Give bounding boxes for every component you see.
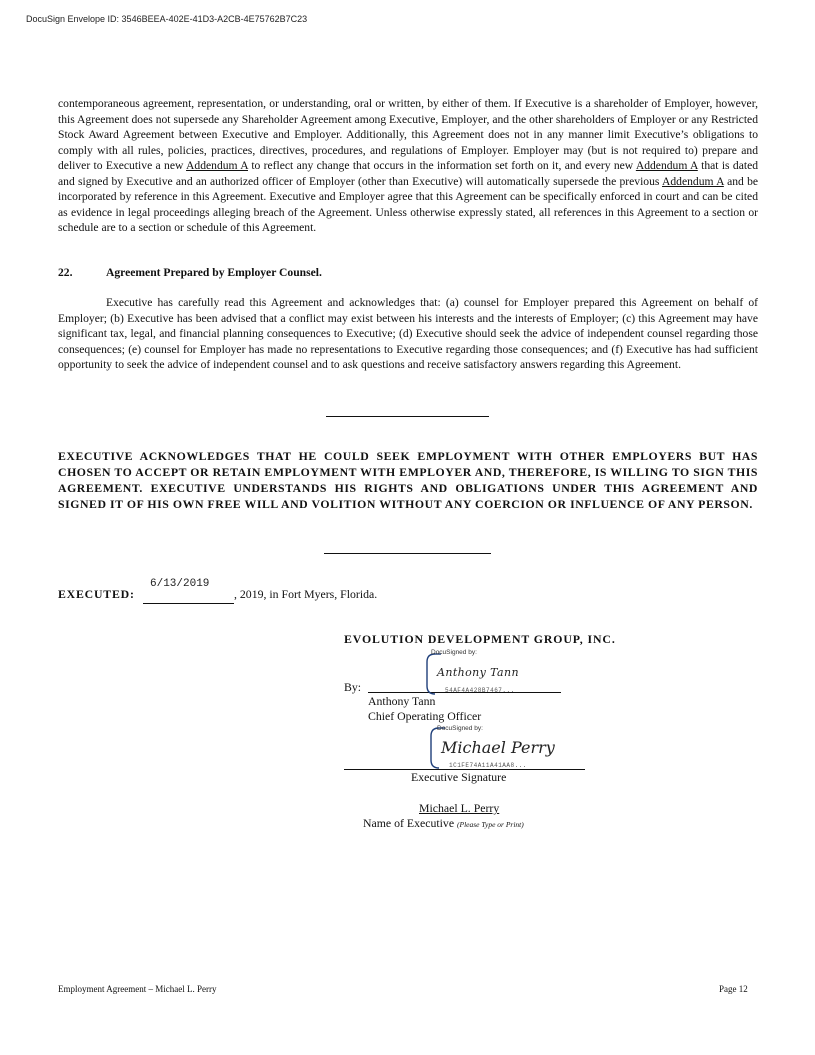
paragraph-text: and be incorporated by reference in this Agreement. Executive and Employer agree that this Agreement can be specifically enforced in court and can be cited as evidence in legal proceedings alleging breach of the Agreement. Unless otherwise expressly stated, all references in this Agreement to a section or schedule are to a section or schedule of this Agreement. <box>58 174 759 234</box>
paragraph-counsel: Executive has carefully read this Agreement and acknowledges that: (a) counsel for Employer prepared this Agreement on behalf of Employer; (b) Executive has been advised that a conflict may exist between his interests and the interests of Employer; (c) this Agreement may have significant tax, legal, and financial planning consequences to Executive; (d) Executive should seek the advice of independent counsel regarding those consequences; (e) counsel for Employer has made no representations to Executive regarding those consequences; and (f) Executive has had sufficient opportunity to seek the advice of independent counsel and to ask questions and receive satisfactory answers regarding this Agreement. <box>58 296 758 371</box>
divider-line <box>326 416 489 417</box>
officer-name: Anthony Tann <box>368 694 436 708</box>
acknowledgment-paragraph: EXECUTIVE ACKNOWLEDGES THAT HE COULD SEEK EMPLOYMENT WITH OTHER EMPLOYERS BUT HAS CHOSEN TO ACCEPT OR RETAIN EMPLOYMENT WITH EMPLOYER AND, THEREFORE, IS WILLING TO SIGN THIS AGREEMENT. EXECUTIVE UNDERSTANDS HIS RIGHTS AND OBLIGATIONS UNDER THIS AGREEMENT AND SIGNED IT OF HIS OWN FREE WILL AND VOLITION WITHOUT ANY COERCION OR INFLUENCE OF ANY PERSON. <box>58 449 758 511</box>
docusign-id: 1C1FE74A11A41AA8... <box>449 762 527 769</box>
paragraph-text: that is dated and signed by Executive and an authorized officer of Employer (other than Executive) will automatically supersede the previous <box>58 159 759 188</box>
date-line <box>143 603 234 604</box>
executive-signature: Michael Perry <box>441 738 555 757</box>
name-hint: (Please Type or Print) <box>457 820 524 829</box>
executive-signature-label: Executive Signature <box>411 770 507 784</box>
officer-title: Chief Operating Officer <box>368 709 482 723</box>
employer-docusign-signature <box>425 649 555 696</box>
addendum-reference: Addendum A <box>662 174 724 188</box>
company-name: EVOLUTION DEVELOPMENT GROUP, INC. <box>344 632 616 646</box>
executed-date: 6/13/2019 <box>150 578 210 590</box>
page-number: Page 12 <box>719 984 748 994</box>
addendum-reference: Addendum A <box>635 159 698 172</box>
docusign-caption: DocuSigned by: <box>431 649 477 656</box>
executive-name: Michael L. Perry <box>419 801 500 815</box>
paragraph-entire-agreement <box>58 96 758 236</box>
addendum-reference: Addendum A <box>186 159 248 172</box>
name-label-text: Name of Executive <box>363 816 458 830</box>
by-label: By: <box>344 680 362 694</box>
docusign-id: 54AF4A428B7467... <box>445 687 515 694</box>
paragraph-text: to reflect any change that occurs in the information set forth on it, and every new <box>247 159 636 172</box>
executive-name-label <box>363 816 524 831</box>
executive-docusign-signature <box>429 726 559 770</box>
executed-location: , 2019, in Fort Myers, Florida. <box>234 587 378 601</box>
docusign-caption: DocuSigned by: <box>437 725 483 732</box>
paragraph-text: contemporaneous agreement, representation, or understanding, oral or written, by either of them. If Executive is a shareholder of Employer, however, this Agreement does not supersede any Shareholder Agreement among Executive, Employer, and the other shareholders of Employer or any Restricted Stock Award Agreement between Executive and Employer. Additionally, this Agreement does not in any manner limit Executive’s obligations to comply with all rules, policies, practices, directives, procedures, and regulations of Employer. Employer may (but is not required to) prepare and deliver to Executive a new <box>58 97 758 172</box>
executed-label: EXECUTED: <box>58 587 135 601</box>
section-title: Agreement Prepared by Employer Counsel. <box>106 266 322 279</box>
envelope-id: DocuSign Envelope ID: 3546BEEA-402E-41D3-A2CB-4E75762B7C23 <box>26 14 308 24</box>
footer-title: Employment Agreement – Michael L. Perry <box>58 984 217 994</box>
employer-signature: Anthony Tann <box>437 666 519 679</box>
divider-line <box>324 553 491 554</box>
section-number: 22. <box>58 266 73 279</box>
